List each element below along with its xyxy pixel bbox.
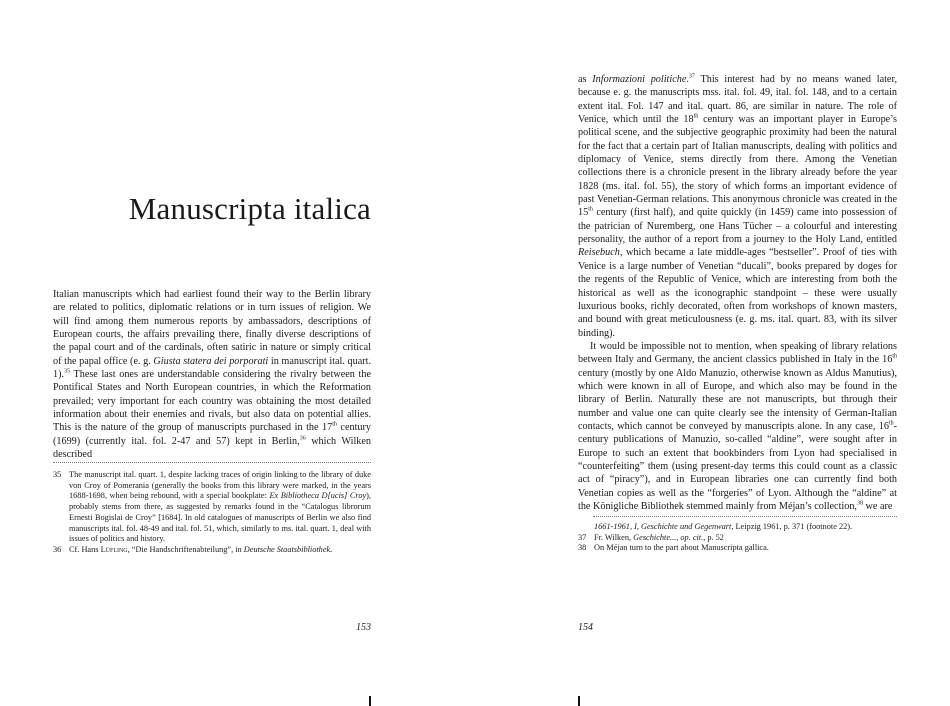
crop-mark-left xyxy=(369,696,371,706)
right-paragraph-2: It would be impossible not to mention, when speaking of library relations between Italy and Germany, the ancient classics published in Italy in the 16th century (mostly by one Aldo Manuzio, otherwise known as Aldus Manutius), which were known in all of Europe, and which also may be found in the library of Berlin. Naturally these are not manuscripts, but through their number and value one can quite clearly see the intensity of German-Italian contacts, which cannot be conveyed by manuscripts alone. In any case, 16th-century publications of Manuzio, so-called “aldine”, were sought after in Europe to such an extent that bookbinders from Lyon had specialised in “counterfeiting” them (using present-day terms this could count as a classic act of “piracy”), and in European libraries one can currently find both Venetian copies as well as the “forgeries” of Lyon. Although the “aldine” at the Königliche Bibliothek stemmed mainly from Méjan’s collection,$^{38}$ we are xyxy=(578,340,897,512)
right-footnotes xyxy=(578,522,897,554)
footnote-36-continuation: 1661-1961, I, Geschichte und Gegenwart, Leipzig 1961, p. 371 (footnote 22). xyxy=(594,522,853,531)
footnote-35: 35 The manuscript ital. quart. 1, despite lacking traces of origin linking to the library of duke von Croy of Pomerania (generally the books from this library were marked, in the years 1688-1698, when being rebound, with a special bookplate: Ex Bibliotheca D[ucis] Croy), probably stems from there, as suggested by remarks found in the “Catalogus librorum Ernesti Bogislai de Croy” [1684]. In old catalogues of manuscripts of Berlin we also find manuscripts ital. fol. 48-49 and ital. fol. 51, which, similarly to ms. ital. quart. 1, deal with issues of politics and history. xyxy=(53,470,371,544)
left-body-text xyxy=(53,288,371,461)
footnote-ref-38[interactable]: 38 xyxy=(856,500,863,507)
crop-mark-right xyxy=(578,696,580,706)
chapter-title: Manuscripta italica xyxy=(128,191,371,226)
footnote-38: 38 On Méjan turn to the part about Manuscripta gallica. xyxy=(578,543,769,553)
footnote-ref-37[interactable]: 37 xyxy=(688,73,695,80)
right-paragraph-1: as Informazioni politiche.$^{37}$ This interest had by no means waned later, because e. g. the manuscripts mss. ital. fol. 49, ital. fol. 148, and to a certain extent ital. Fol. 147 and ital. quart. 86, are similar in nature. The role of Venice, which until the 18th century was an important player in Europe’s political scene, and the subjective geographic proximity had been the natural for the fact that a certain part of Italian manuscripts, dealing with politics and diplomacy of Venice, stems directly from there. Among the Venetian collections there is a chronicle present in the library already before the year 1828 (ms. ital. fol. 55), the story of which forms an important evidence of past Venetian-German relations. This anonymous chronicle was created in the 15th century (first half), and quite quickly (in 1459) came into possession of the patrician of Nuremberg, one Hans Tücher – a colourful and interesting personality, the author of a report from a journey to the Holy Land, entitled Reisebuch, which became a late middle-ages “bestseller”. Proof of ties with Venice is a large number of Venetian “ducali”, books prepared by doges for the regents of the Republic of Venice, which are interesting from both the historical as well as the iconographic standpoint – these were usually luxurious books, richly decorated, often from workshops of known masters, and bound with great meticulousness (e. g. ms. ital. quart. 83, with its silver binding). xyxy=(578,73,897,339)
left-paragraph: Italian manuscripts which had earliest found their way to the Berlin library are related to politics, diplomatic relations or in turn issues of religion. We will find among them numerous reports by ambassadors, descriptions of European courts, the affairs prevailing there, finally diverse descriptions of the papal court and of the cardinals, often satiric in nature or simply critical of the papal office (e. g. Giusta statera dei porporati in manuscript ital. quart. 1).$^{35}$ These last ones are understandable considering the rivalry between the Pontifical States and North European countries, in which the Reformation prevailed; very important for each country was obtaining the most detailed information about their enemies and rivals, but also data on potential allies. This is the nature of the group of manuscripts purchased in the 17th century (1699) (currently ital. fol. 2-47 and 57) kept in Berlin,$^{36}$ which Wilken described xyxy=(53,289,371,461)
footnote-36: 36 Cf. Hans Lüfling, “Die Handschriftenabteilung”, in Deutsche Staatsbibliothek. xyxy=(53,544,333,554)
page-number-left: 153 xyxy=(356,622,371,633)
footnote-divider-right xyxy=(593,516,897,517)
footnote-ref-36[interactable]: 36 xyxy=(299,435,306,442)
left-footnotes xyxy=(53,470,371,556)
footnote-37: 37 Fr. Wilken, Geschichte..., op. cit., p. 52 xyxy=(578,532,724,542)
footnote-ref-35[interactable]: 35 xyxy=(64,368,71,375)
page-number-right: 154 xyxy=(578,622,593,633)
right-body-text xyxy=(578,73,897,513)
footnote-divider-left xyxy=(53,462,371,463)
